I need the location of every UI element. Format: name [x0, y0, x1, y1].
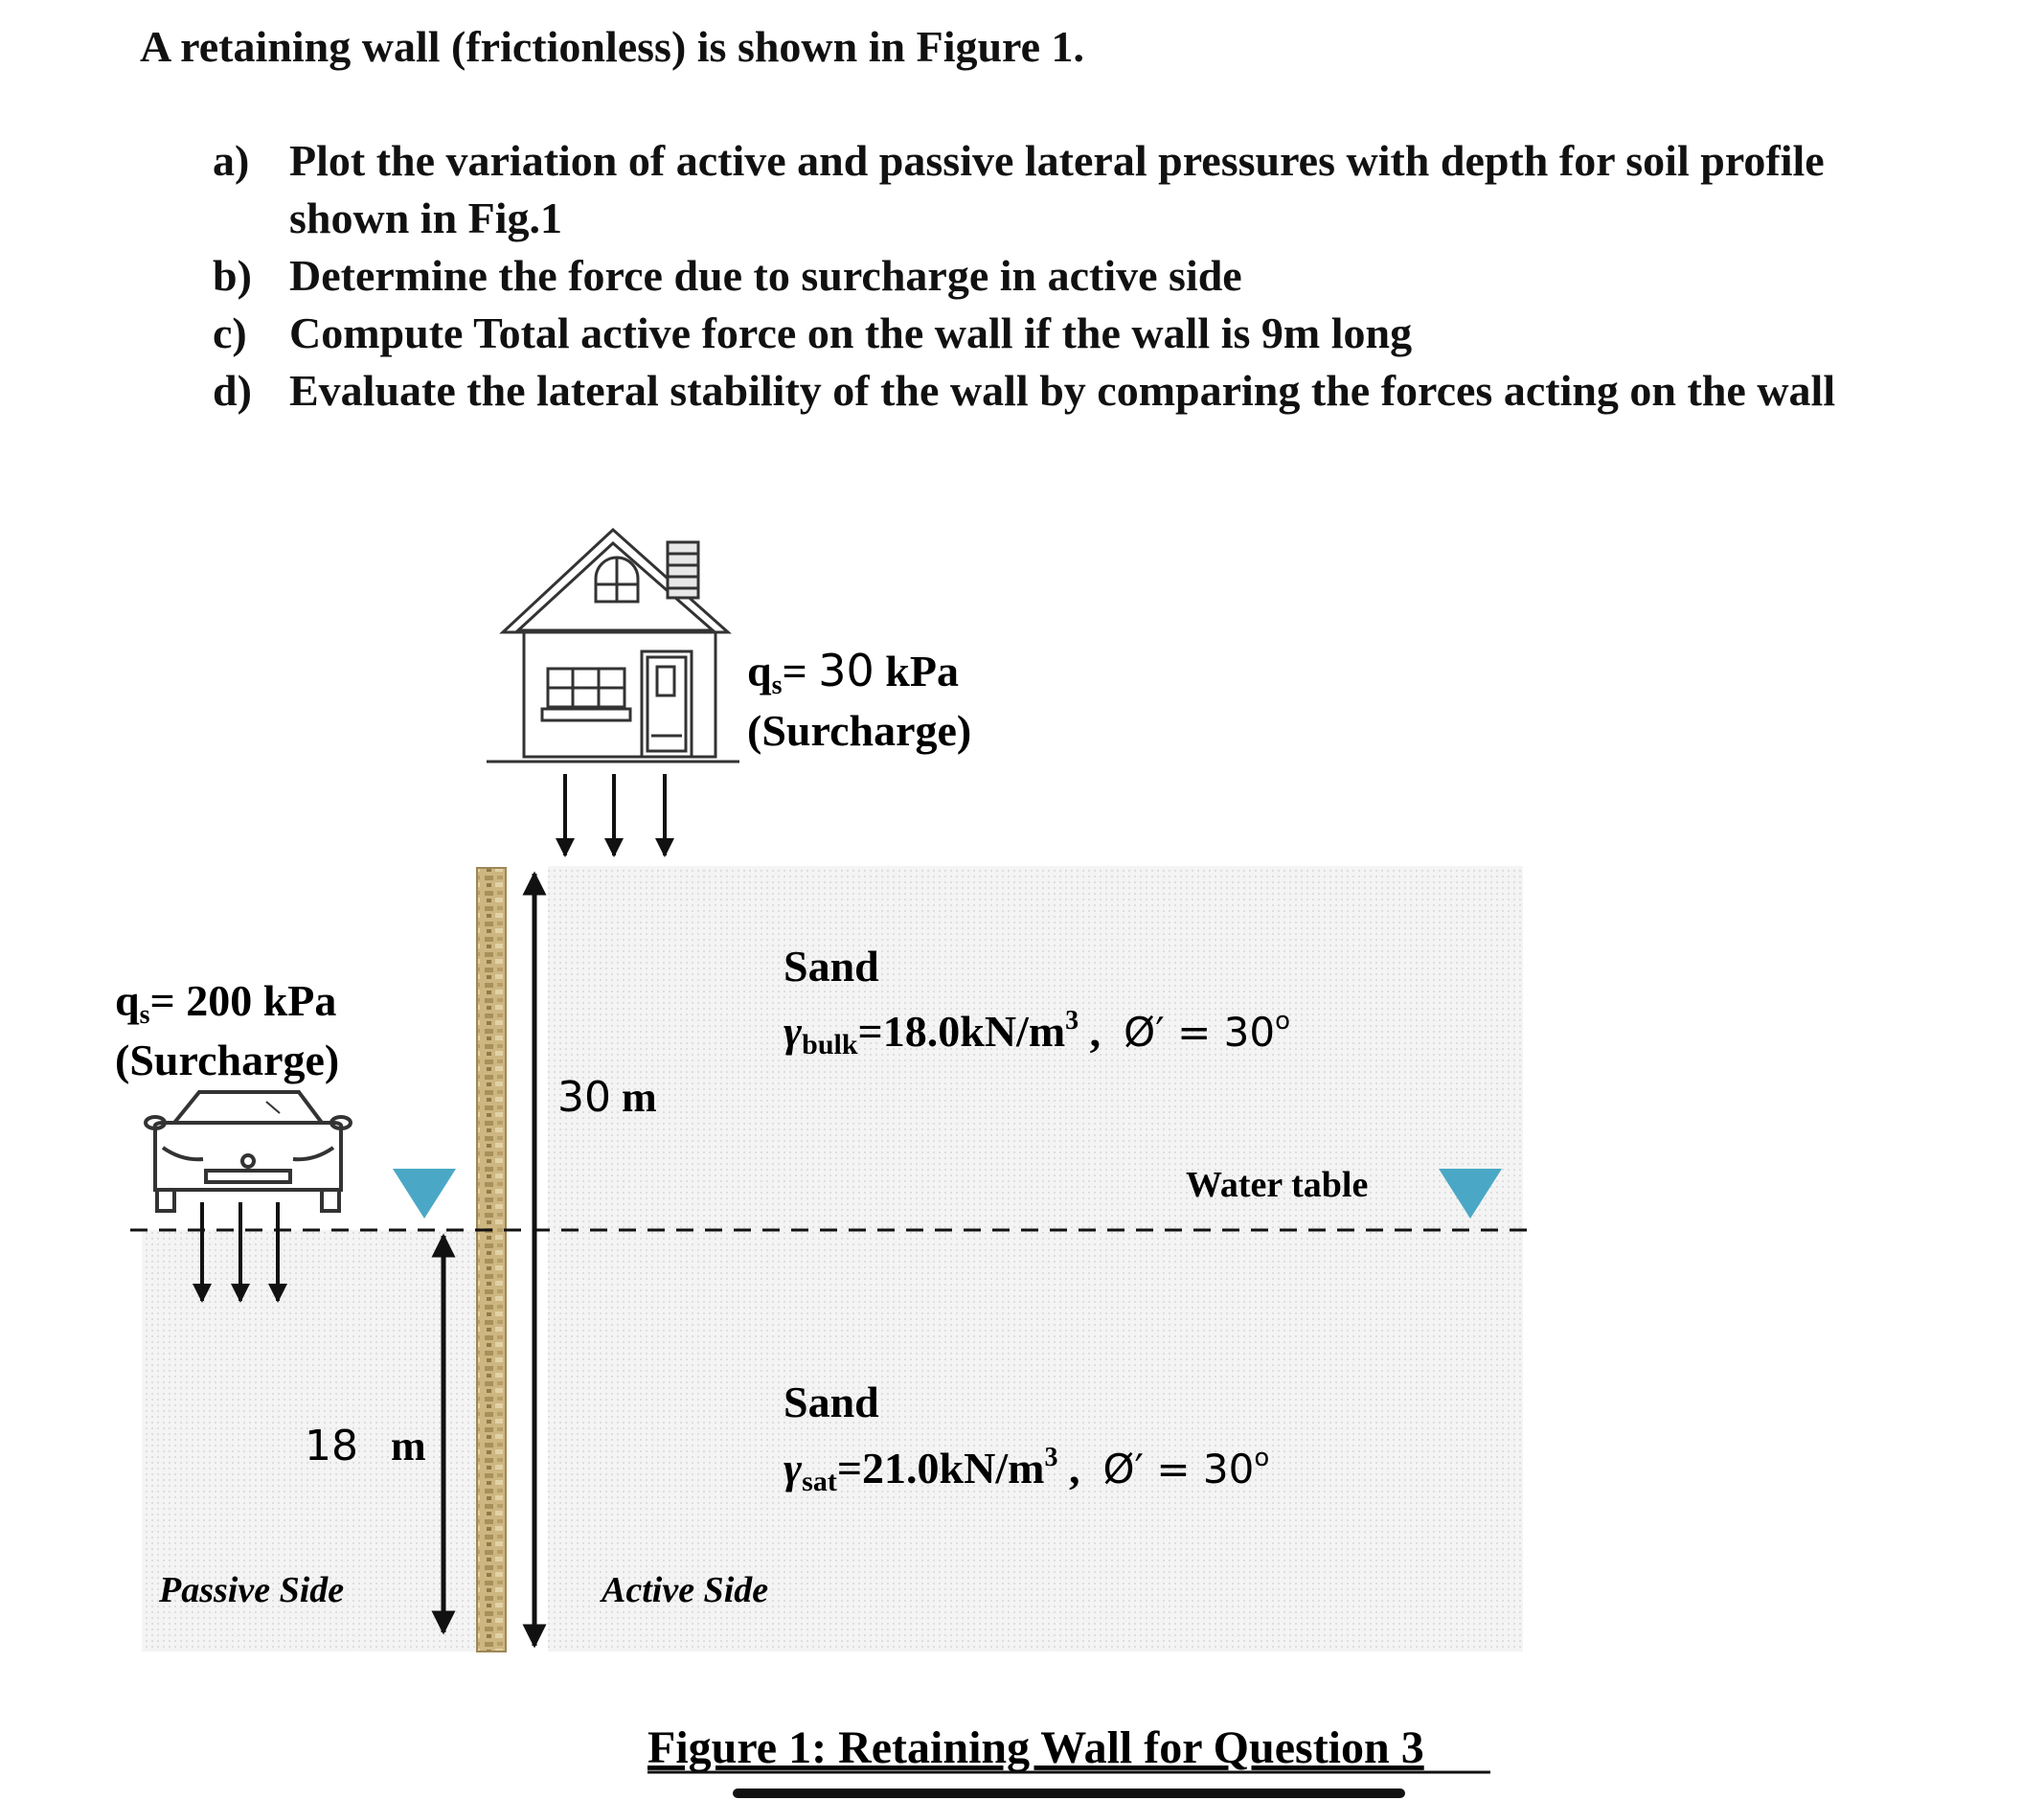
question-a-label: a)	[213, 136, 250, 185]
question-c-label: c)	[213, 308, 247, 357]
page-title: A retaining wall (frictionless) is shown in Figure 1.	[140, 22, 1085, 71]
active-side-label: Active Side	[602, 1570, 769, 1610]
active-surcharge-label: qs= 30 kPa	[747, 645, 959, 700]
water-table-marker-passive	[393, 1169, 456, 1219]
passive-side-label: Passive Side	[159, 1570, 345, 1610]
upper-layer-properties: $\gamma bulk=18.0kN/m^3$ , Ø′ = $30^o$	[784, 1006, 1291, 1060]
passive-surcharge-note: (Surcharge)	[115, 1036, 340, 1084]
lower-layer-name: Sand	[784, 1378, 879, 1426]
active-surcharge-note: (Surcharge)	[747, 706, 972, 755]
retaining-wall	[477, 868, 506, 1652]
question-a-text: Plot the variation of active and passive lateral pressures with depth for soil profile shown in Fig.1	[289, 136, 1825, 242]
active-soil	[548, 866, 1523, 1652]
passive-height-label: 18 m	[305, 1422, 426, 1470]
question-c-text: Compute Total active force on the wall if the wall is 9m long	[289, 308, 1413, 357]
wall-height-label: 30 m	[557, 1073, 657, 1122]
car-icon	[146, 1092, 351, 1211]
upper-layer-name: Sand	[784, 942, 879, 991]
lower-layer-properties: $\gamma sat=21.0kN/m^3$ , Ø′ = $30^o$	[784, 1443, 1270, 1497]
question-d-label: d)	[213, 366, 252, 415]
question-b-text: Determine the force due to surcharge in active side	[289, 251, 1242, 300]
passive-surcharge-label: qs= 200 kPa	[115, 976, 337, 1030]
question-d-text: Evaluate the lateral stability of the wall by comparing the forces acting on the wall	[289, 366, 1836, 415]
question-b-label: b)	[213, 251, 252, 300]
figure-caption: Figure 1: Retaining Wall for Question 3	[647, 1722, 1424, 1773]
house-icon	[487, 530, 739, 762]
water-table-label: Water table	[1186, 1165, 1369, 1205]
